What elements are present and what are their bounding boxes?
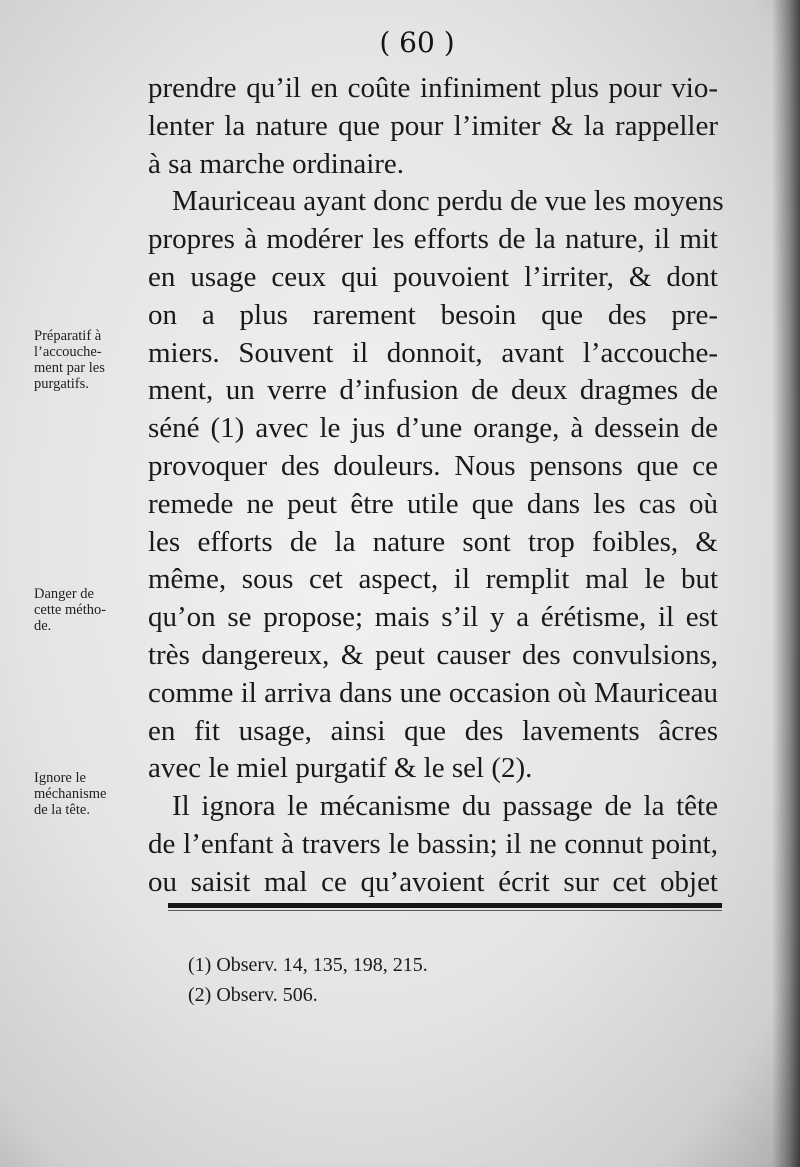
margin-note-line: purgatifs. (34, 376, 89, 392)
margin-note-line: cette métho- (34, 602, 107, 618)
margin-note-line: Ignore le (34, 770, 86, 786)
body-line: miers. Souvent il donnoit, avant l’accouche- (148, 336, 718, 369)
body-line: très dangereux, & peut causer des convulsions, (148, 638, 718, 671)
body-line: en fit usage, ainsi que des lavements âcres (148, 714, 718, 747)
margin-note-line: de. (34, 618, 52, 634)
body-line: de l’enfant à travers le bassin; il ne connut point, (148, 827, 718, 860)
margin-note-line: de la tête. (34, 802, 90, 818)
body-line: avec le miel purgatif & le sel (2). (148, 752, 533, 785)
footnote-1: (1) Observ. 14, 135, 198, 215. (188, 954, 428, 976)
body-line: en usage ceux qui pouvoient l’irriter, & dont (148, 260, 718, 293)
body-line: même, sous cet aspect, il remplit mal le but (148, 563, 718, 596)
margin-note-ignore (34, 770, 146, 818)
body-line: propres à modérer les efforts de la nature, il mit (148, 223, 718, 256)
page-edge-shadow (772, 0, 800, 1167)
footnote-2: (2) Observ. 506. (188, 984, 318, 1006)
body-line: qu’on se propose; mais s’il y a érétisme, il est (148, 601, 718, 634)
body-line: comme il arriva dans une occasion où Mauriceau (148, 676, 718, 709)
margin-note-line: méchanisme (34, 786, 107, 802)
body-line: Il ignora le mécanisme du passage de la tête (172, 790, 718, 823)
page-number: ( 60 ) (379, 26, 455, 59)
body-line: à sa marche ordinaire. (148, 147, 405, 180)
body-line: remede ne peut être utile que dans les cas où (148, 487, 718, 520)
body-line: provoquer des douleurs. Nous pensons que ce (148, 449, 718, 482)
margin-note-line: l’accouche- (34, 344, 102, 360)
margin-note-danger (34, 586, 146, 634)
body-line: lenter la nature que pour l’imiter & la rappeller (148, 109, 718, 142)
body-line: on a plus rarement besoin que des pre- (148, 298, 718, 331)
body-line: ou saisit mal ce qu’avoient écrit sur cet objet (148, 865, 718, 898)
body-line: les efforts de la nature sont trop foibles, & (148, 525, 718, 558)
footnote-rule (168, 903, 722, 908)
body-line: prendre qu’il en coûte infiniment plus pour vio- (148, 72, 718, 104)
margin-note-preparatif (34, 328, 146, 392)
body-line: ment, un verre d’infusion de deux dragmes de (148, 374, 718, 407)
footnote-rule-thin (168, 910, 722, 911)
margin-note-line: Danger de (34, 586, 94, 602)
body-text (148, 70, 724, 902)
body-line: Mauriceau ayant donc perdu de vue les moyens (172, 185, 724, 218)
margin-note-line: ment par les (34, 360, 105, 376)
footnotes (188, 950, 708, 1010)
margin-note-line: Préparatif à (34, 328, 102, 344)
body-line: séné (1) avec le jus d’une orange, à dessein de (148, 412, 718, 445)
